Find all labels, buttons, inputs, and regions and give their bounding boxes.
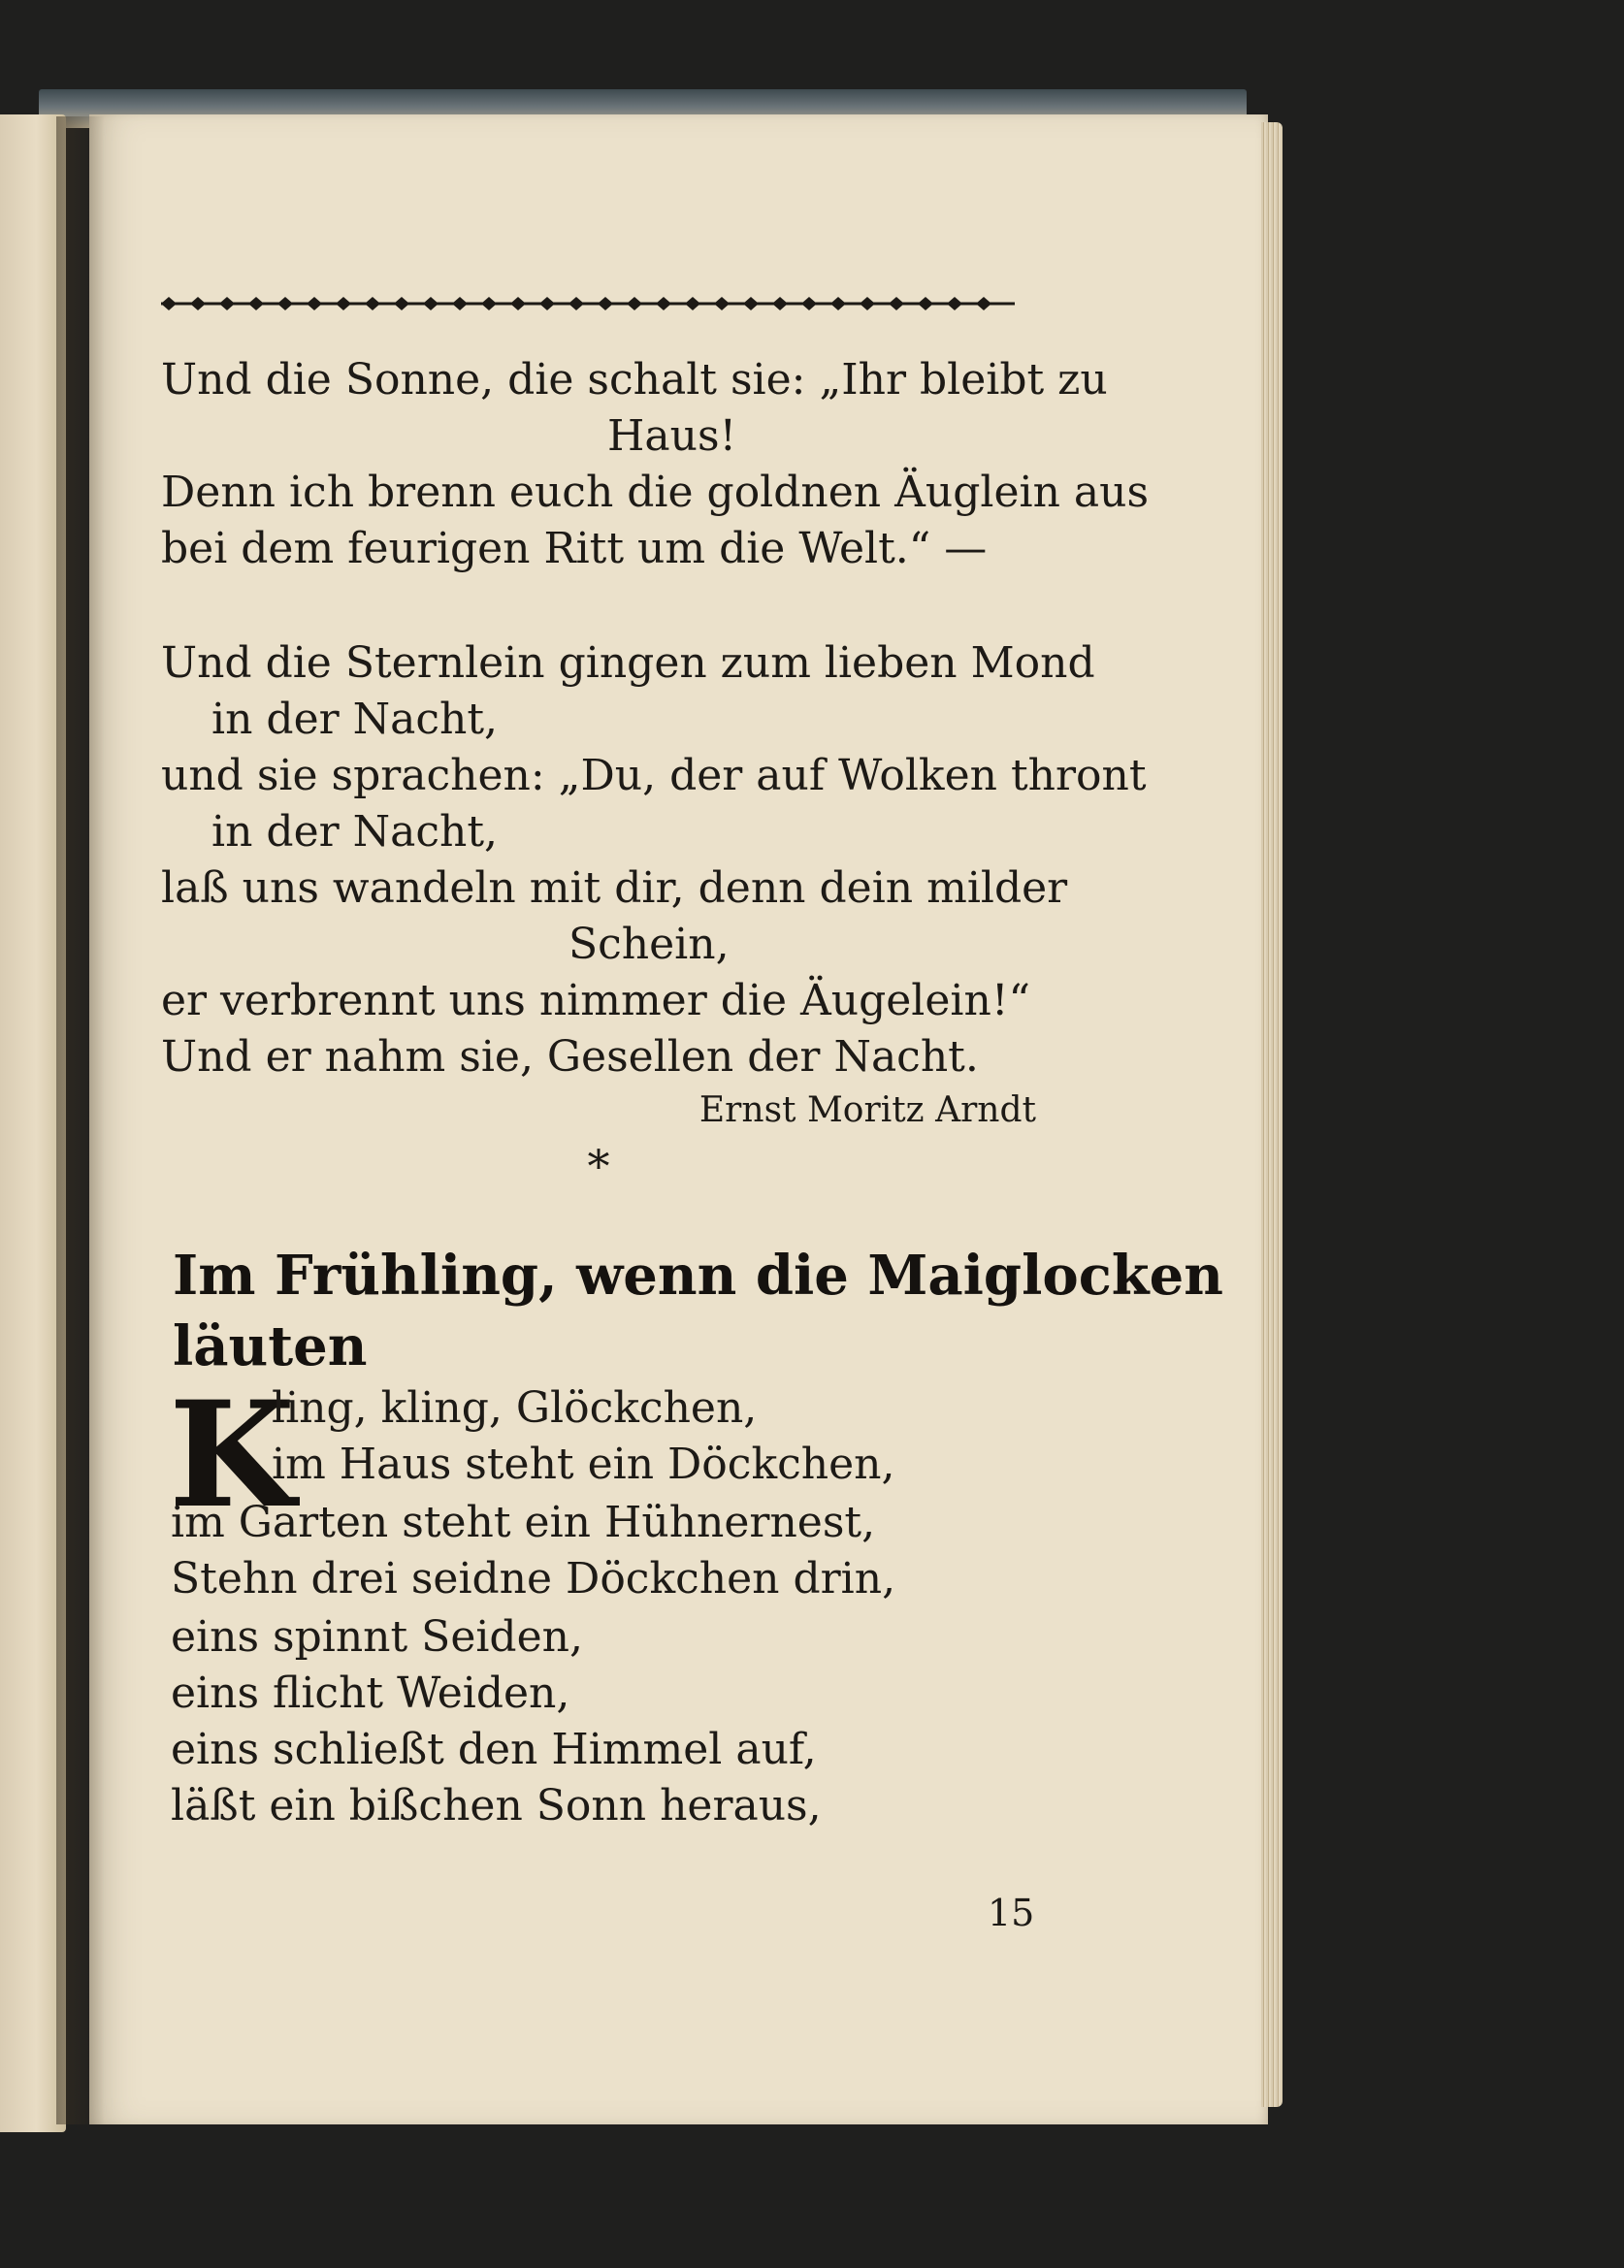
poem-line: in der Nacht, — [211, 807, 499, 857]
poem-line: im Haus steht ein Döckchen, — [272, 1440, 895, 1489]
separator-asterisk: * — [587, 1140, 610, 1192]
poem-line: läßt ein bißchen Sonn heraus, — [171, 1781, 822, 1831]
poem-line: eins flicht Weiden, — [171, 1669, 570, 1718]
poem-1 — [161, 349, 1150, 1145]
poem-line: Haus! — [607, 411, 737, 461]
drop-cap: K — [169, 1370, 296, 1540]
poem-line: Und die Sonne, die schalt sie: „Ihr bleibt zu — [161, 355, 1108, 405]
spine-shadow — [56, 116, 105, 2124]
poem-line: bei dem feurigen Ritt um die Welt.“ — — [161, 524, 988, 573]
poem-line: Und er nahm sie, Gesellen der Nacht. — [161, 1032, 979, 1082]
poem-line: Stehn drei seidne Döckchen drin, — [171, 1554, 896, 1604]
poem-2 — [171, 1383, 1044, 1843]
poem-line: er verbrennt uns nimmer die Äugelein!“ — [161, 976, 1031, 1025]
poem-line: Denn ich brenn euch die goldnen Äuglein aus — [161, 468, 1150, 517]
poem-line: laß uns wandeln mit dir, denn dein milder — [161, 863, 1068, 913]
poem-2-title-continued: läuten — [173, 1314, 368, 1378]
poem-line: und sie sprachen: „Du, der auf Wolken thront — [161, 751, 1147, 800]
poem-line: im Garten steht ein Hühnernest, — [171, 1498, 876, 1547]
poem-author: Ernst Moritz Arndt — [698, 1090, 1036, 1130]
poem-line: eins spinnt Seiden, — [171, 1612, 583, 1662]
page-number: 15 — [988, 1892, 1035, 1934]
poem-line: Und die Sternlein gingen zum lieben Mond — [161, 638, 1095, 688]
poem-line: eins schließt den Himmel auf, — [171, 1725, 817, 1774]
poem-line: Schein, — [568, 920, 730, 969]
page-edges — [1261, 122, 1283, 2107]
poem-2-title: Im Frühling, wenn die Maiglocken — [173, 1244, 1223, 1308]
poem-line: in der Nacht, — [211, 695, 499, 744]
poem-line: ling, kling, Glöckchen, — [272, 1383, 758, 1433]
decorative-rule — [161, 291, 1015, 316]
